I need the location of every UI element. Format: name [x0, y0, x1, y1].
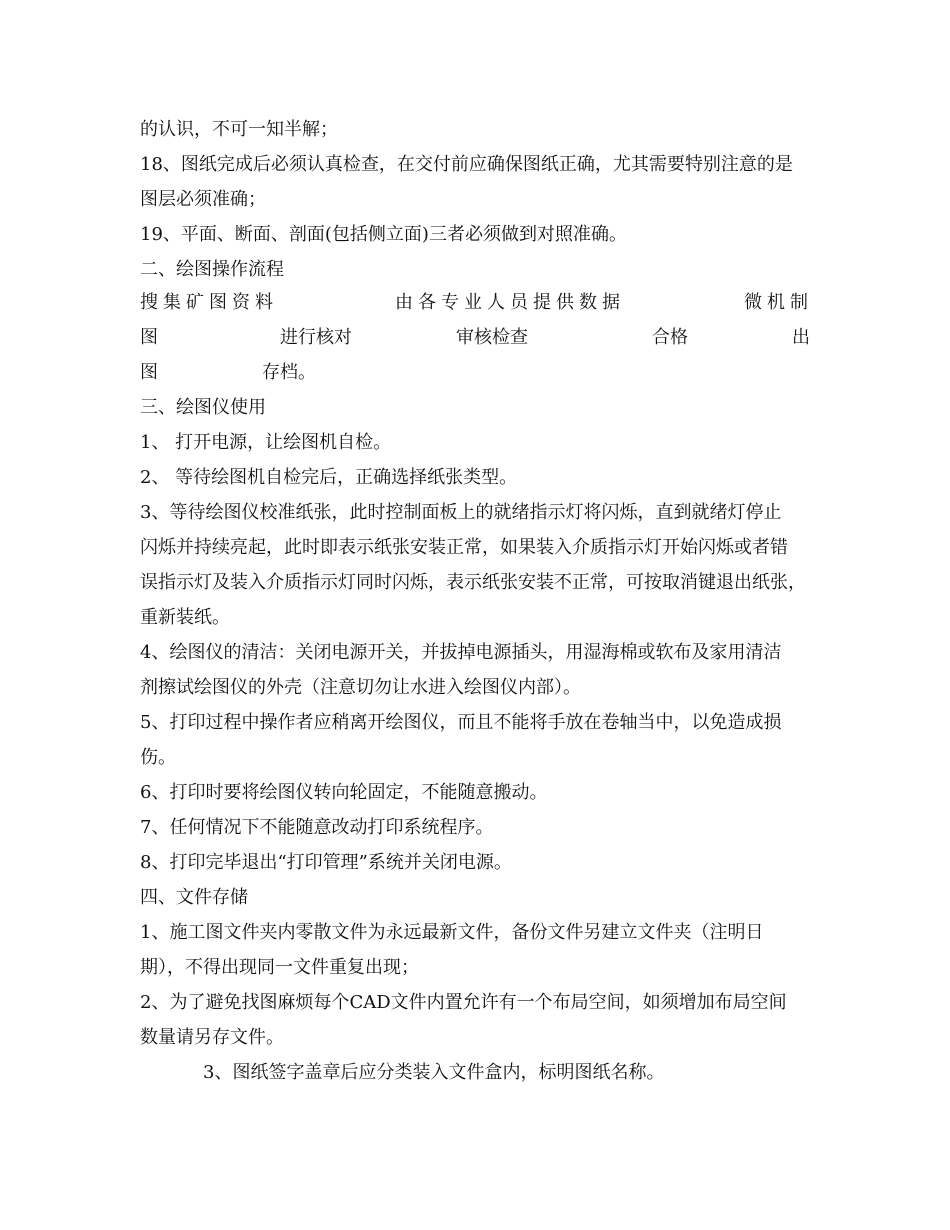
flow-row-3 [140, 357, 820, 388]
flow-step-review: 审核检查 [456, 327, 528, 348]
sec3-item-8: 8、打印完毕退出“打印管理”系统并关闭电源。 [140, 852, 512, 873]
flow-step-collect: 搜集矿图资料 [140, 292, 278, 313]
sec3-item-1: 1、 打开电源，让绘图机自检。 [140, 432, 392, 453]
item-18-line-1: 18、图纸完成后必须认真检查，在交付前应确保图纸正确，尤其需要特别注意的是 [140, 154, 793, 175]
flow-step-data: 由各专业人员提供数据 [395, 292, 625, 313]
sec3-item-6: 6、打印时要将绘图仪转向轮固定，不能随意搬动。 [140, 782, 548, 803]
item-19: 19、平面、断面、剖面(包括侧立面)三者必须做到对照准确。 [140, 224, 627, 245]
sec3-item-2: 2、 等待绘图机自检完后，正确选择纸张类型。 [140, 467, 518, 488]
flow-step-check: 进行核对 [280, 327, 352, 348]
text-line: 的认识，不可一知半解； [140, 119, 338, 140]
sec3-item-3-line-3: 误指示灯及装入介质指示灯同时闪烁，表示纸张安装不正常，可按取消键退出纸张， [140, 572, 806, 593]
flow-step-output: 出 [792, 327, 810, 348]
sec3-item-3-line-2: 闪烁并持续亮起，此时即表示纸张安装正常，如果装入介质指示灯开始闪烁或者错 [140, 537, 788, 558]
item-18-line-2: 图层必须准确； [140, 189, 266, 210]
sec3-item-4-line-1: 4、绘图仪的清洁：关闭电源开关，并拔掉电源插头，用湿海棉或软布及家用清洁 [140, 642, 782, 663]
sec3-item-4-line-2: 剂擦试绘图仪的外壳（注意切勿让水进入绘图仪内部）。 [140, 677, 581, 698]
sec3-item-3-line-4: 重新装纸。 [140, 607, 230, 628]
sec4-item-3: 3、图纸签字盖章后应分类装入文件盒内，标明图纸名称。 [203, 1062, 665, 1083]
sec3-item-5-line-2: 伤。 [140, 747, 176, 768]
section-heading-4: 四、文件存储 [140, 887, 248, 908]
section-heading-3: 三、绘图仪使用 [140, 397, 266, 418]
flow-step-draw: 微机制 [744, 292, 813, 313]
flow-step-pass: 合格 [652, 327, 688, 348]
sec4-item-2-line-2: 数量请另存文件。 [140, 1027, 284, 1048]
flow-row-1 [140, 287, 820, 318]
sec3-item-3-line-1: 3、等待绘图仪校准纸张，此时控制面板上的就绪指示灯将闪烁，直到就绪灯停止 [140, 502, 782, 523]
sec3-item-5-line-1: 5、打印过程中操作者应稍离开绘图仪，而且不能将手放在卷轴当中，以免造成损 [140, 712, 782, 733]
flow-step-draw-end: 图 [140, 327, 158, 348]
flow-step-archive: 存档。 [262, 362, 316, 383]
flow-row-2 [140, 322, 820, 353]
sec4-item-1-line-1: 1、施工图文件夹内零散文件为永远最新文件，备份文件另建立文件夹（注明日 [140, 922, 764, 943]
sec3-item-7: 7、任何情况下不能随意改动打印系统程序。 [140, 817, 494, 838]
section-heading-2: 二、绘图操作流程 [140, 259, 284, 280]
sec4-item-1-line-2: 期），不得出现同一文件重复出现； [140, 957, 419, 978]
flow-step-output-end: 图 [140, 362, 158, 383]
sec4-item-2-line-1: 2、为了避免找图麻烦每个CAD文件内置允许有一个布局空间，如须增加布局空间 [140, 992, 787, 1013]
